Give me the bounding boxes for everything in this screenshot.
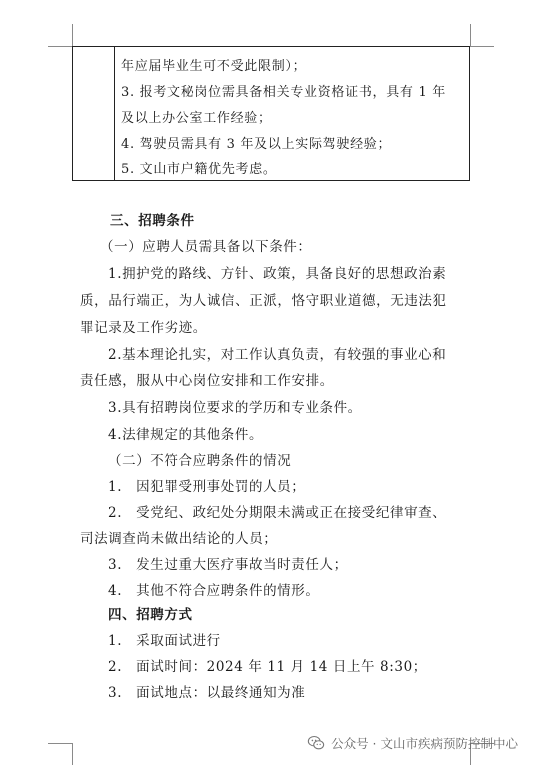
section-4-heading: 四、招聘方式 — [108, 607, 193, 623]
list-item: 2. 面试时间：2024 年 11 月 14 日上午 8:30； — [108, 659, 427, 675]
subsection-1-heading: （一）应聘人员需具备以下条件： — [100, 239, 312, 255]
list-item: 4. 其他不符合应聘条件的情形。 — [108, 583, 320, 599]
list-item: 3. 发生过重大医疗事故当时责任人； — [108, 557, 348, 573]
paragraph-line: 1.拥护党的路线、方针、政策，具备良好的思想政治素 — [108, 266, 447, 282]
subsection-2-heading: （二）不符合应聘条件的情况 — [108, 453, 292, 469]
list-item: 1. 采取面试进行 — [108, 633, 221, 649]
paragraph-line: 3.具有招聘岗位要求的学历和专业条件。 — [108, 400, 362, 416]
crop-mark-top-left-v — [72, 24, 73, 46]
table-line: 5. 文山市户籍优先考虑。 — [121, 162, 277, 177]
list-item: 3. 面试地点：以最终通知为准 — [108, 685, 306, 701]
table-line: 及以上办公室工作经验； — [121, 111, 272, 126]
paragraph-line: 质，品行端正，为人诚信、正派，恪守职业道德，无违法犯 — [80, 293, 447, 309]
table-line: 3. 报考文秘岗位需具备相关专业资格证书，具有 1 年 — [121, 85, 446, 100]
paragraph-line: 2.基本理论扎实，对工作认真负责，有较强的事业心和 — [108, 347, 447, 363]
crop-mark-bottom-left-h — [48, 743, 72, 744]
paragraph-line: 4.法律规定的其他条件。 — [108, 427, 264, 443]
requirements-table — [72, 46, 470, 181]
crop-mark-top-right-v — [470, 24, 471, 46]
table-left-column — [73, 47, 115, 180]
section-3-heading: 三、招聘条件 — [110, 213, 195, 229]
paragraph-line: 责任感，服从中心岗位安排和工作安排。 — [80, 373, 334, 389]
list-item: 1. 因犯罪受刑事处罚的人员； — [108, 479, 306, 495]
crop-mark-top-right-h — [470, 46, 494, 47]
list-item: 司法调查尚未做出结论的人员； — [80, 531, 278, 547]
wechat-watermark — [307, 734, 518, 752]
table-line: 4. 驾驶员需具有 3 年及以上实际驾驶经验； — [121, 137, 392, 152]
wechat-icon — [307, 734, 325, 752]
table-line: 年应届毕业生可不受此限制）； — [121, 59, 307, 74]
crop-mark-top-left-h — [48, 46, 72, 47]
list-item: 2. 受党纪、政纪处分期限未满或正在接受纪律审查、 — [108, 505, 447, 521]
watermark-text: 公众号 · 文山市疾病预防控制中心 — [331, 736, 518, 751]
crop-mark-bottom-left-v — [72, 743, 73, 765]
paragraph-line: 罪记录及工作劣迹。 — [80, 320, 207, 336]
